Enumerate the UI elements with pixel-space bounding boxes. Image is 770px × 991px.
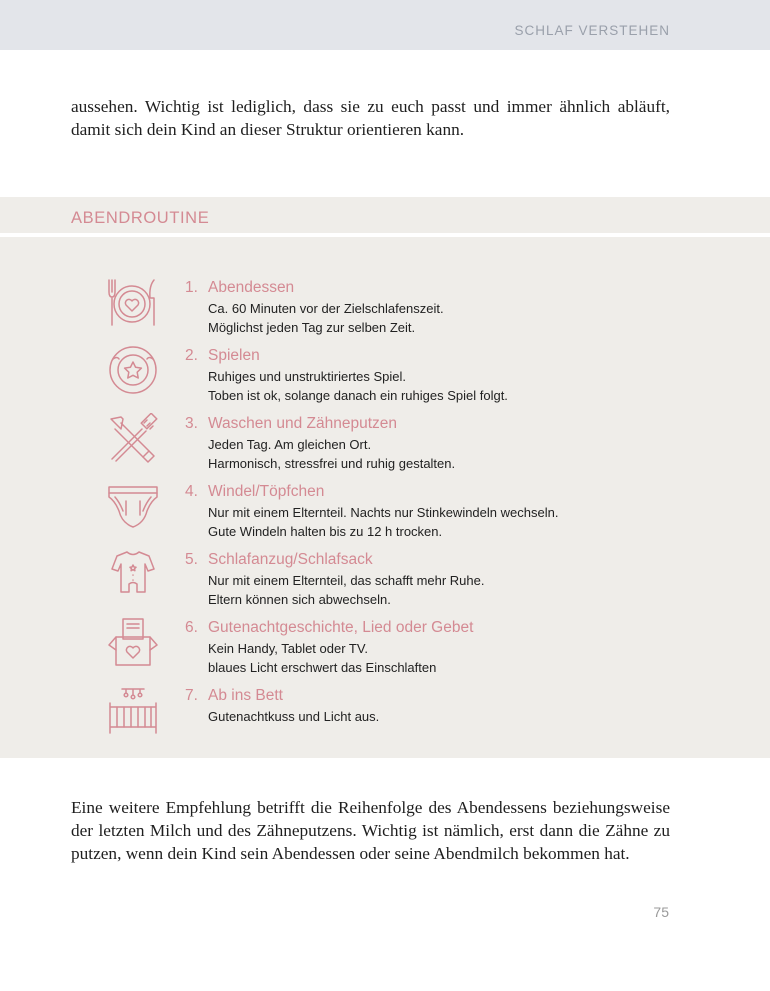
step-line-1: Nur mit einem Elternteil, das schafft mehr Ruhe. (208, 573, 485, 588)
storybook-box-icon (106, 617, 160, 667)
step-line-1: Gutenachtkuss und Licht aus. (208, 709, 380, 724)
step-title: Windel/Töpfchen (208, 483, 325, 500)
toothbrush-toothpaste-icon (106, 413, 160, 463)
box-title: ABENDROUTINE (71, 209, 210, 227)
routine-step-1 (0, 279, 770, 345)
step-line-2: Gute Windeln halten bis zu 12 h trocken. (208, 524, 443, 539)
toy-ball-icon (106, 345, 160, 395)
routine-step-6 (0, 619, 770, 685)
step-line-2: Toben ist ok, solange danach ein ruhiges Spiel folgt. (208, 388, 508, 403)
step-number: 5. (185, 551, 198, 568)
step-title: Gutenachtgeschichte, Lied oder Gebet (208, 619, 474, 636)
routine-step-7 (0, 687, 770, 753)
step-line-2: Eltern können sich abwechseln. (208, 592, 391, 607)
intro-paragraph: aussehen. Wichtig ist lediglich, dass sie zu euch passt und immer ähnlich abläuft, damit sich dein Kind an dieser Struktur orientieren kann. (71, 97, 670, 139)
step-line-2: Möglichst jeden Tag zur selben Zeit. (208, 320, 416, 335)
step-line-1: Ruhiges und unstruktiriertes Spiel. (208, 369, 406, 384)
step-line-2: blaues Licht erschwert das Einschlaften (208, 660, 437, 675)
routine-step-4 (0, 483, 770, 549)
routine-box (0, 237, 770, 758)
step-title: Schlafanzug/Schlafsack (208, 551, 373, 568)
plate-cutlery-icon (106, 277, 160, 327)
step-title: Waschen und Zähneputzen (208, 415, 397, 432)
step-title: Abendessen (208, 279, 295, 296)
onesie-icon (106, 549, 160, 599)
step-title: Ab ins Bett (208, 687, 283, 704)
outro-paragraph: Eine weitere Empfehlung betrifft die Reihenfolge des Abendessens beziehungsweise der letzten Milch und des Zähneputzens. Wichtig ist nämlich, erst dann die Zähne zu putzen, wenn dein Kind sein Abendessen oder seine Abendmilch bekommen hat. (71, 798, 670, 863)
step-line-1: Ca. 60 Minuten vor der Zielschlafenszeit. (208, 301, 444, 316)
step-number: 6. (185, 619, 198, 636)
step-line-1: Jeden Tag. Am gleichen Ort. (208, 437, 372, 452)
diaper-icon (106, 481, 160, 531)
routine-step-2 (0, 347, 770, 413)
step-number: 3. (185, 415, 198, 432)
step-line-2: Harmonisch, stressfrei und ruhig gestalten. (208, 456, 456, 471)
routine-step-5 (0, 551, 770, 617)
step-number: 1. (185, 279, 198, 296)
step-title: Spielen (208, 347, 260, 364)
page-number: 75 (653, 904, 669, 920)
running-head: SCHLAF VERSTEHEN (514, 23, 670, 38)
step-line-1: Nur mit einem Elternteil. Nachts nur Stinkewindeln wechseln. (208, 505, 559, 520)
crib-icon (106, 685, 160, 735)
step-number: 7. (185, 687, 198, 704)
step-number: 2. (185, 347, 198, 364)
routine-step-3 (0, 415, 770, 481)
step-line-1: Kein Handy, Tablet oder TV. (208, 641, 368, 656)
step-number: 4. (185, 483, 198, 500)
